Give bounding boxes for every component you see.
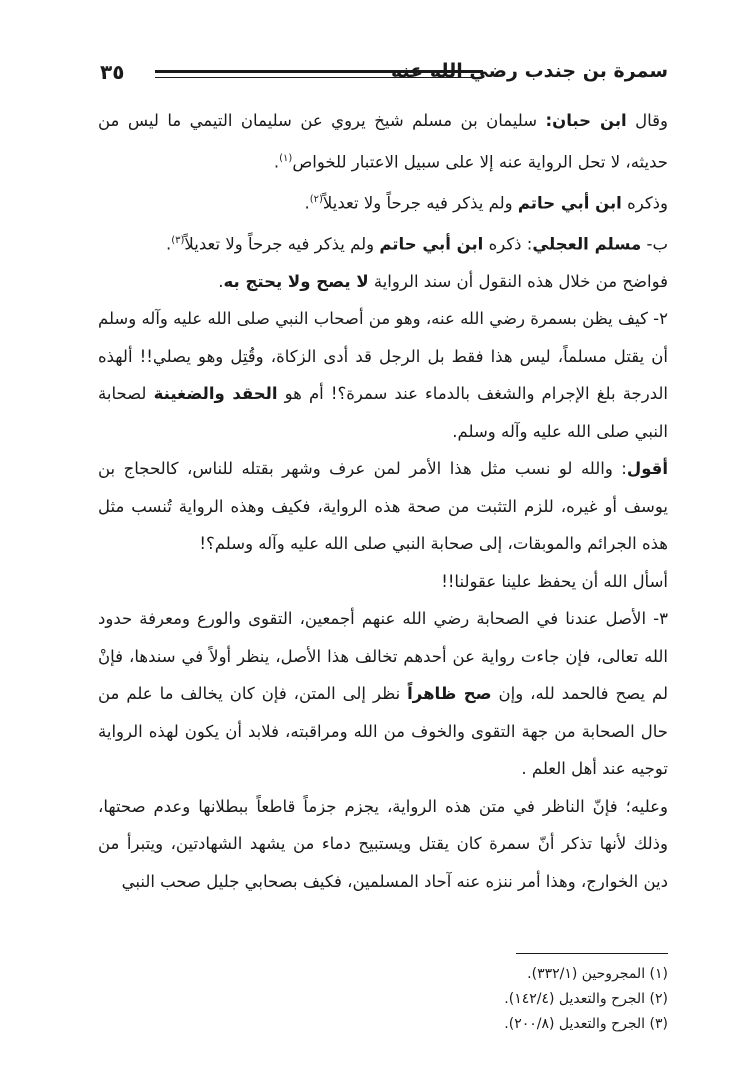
- text-segment: .: [273, 152, 280, 171]
- text-segment: : ذكره: [483, 234, 533, 253]
- page-header: [100, 58, 668, 98]
- footnote-ref: (١): [279, 152, 293, 164]
- running-title: سمرة بن جندب رضي الله عنه: [391, 60, 668, 82]
- text-segment: أسأل الله أن يحفظ علينا عقولنا!!: [441, 571, 668, 591]
- footnote-item: (١) المجروحين (٣٣٢/١).: [527, 966, 668, 982]
- bold-segment: مسلم العجلي: [532, 234, 642, 253]
- paragraph: [98, 600, 668, 788]
- footnote-ref: (٢): [309, 193, 323, 205]
- paragraph: [98, 300, 668, 450]
- paragraph: [98, 563, 668, 601]
- paragraph: [98, 181, 668, 222]
- bold-segment: أقول: [626, 459, 668, 478]
- paragraph: [98, 222, 668, 263]
- footnote-item: (٢) الجرح والتعديل (١٤٢/٤).: [504, 991, 668, 1007]
- paragraph: [98, 788, 668, 901]
- text-segment: وقال: [626, 111, 669, 130]
- text-segment: : والله لو نسب مثل هذا الأمر لمن عرف وشهر بقتله للناس، كالحجاج بن يوسف أو غيره، للزم التثبت من صحة هذه الرواية، فكيف وهذه الرواية تُنسب مثل هذه الجرائم والموبقات، إلى صحابة النبي صلى الله عليه وآله وسلم؟!: [98, 459, 668, 553]
- bold-segment: صح ظاهراً: [407, 684, 492, 703]
- bold-segment: ابن أبي حاتم: [379, 234, 484, 253]
- text-segment: .: [304, 193, 310, 212]
- paragraph: [98, 450, 668, 563]
- bold-segment: الحقد والضغينة: [153, 384, 278, 403]
- text-segment: ولم يذكر فيه جرحاً ولا تعديلاً: [322, 193, 518, 212]
- text-segment: ٢- كيف يظن بسمرة رضي الله عنه، وهو من أصحاب النبي صلى الله عليه وآله وسلم أن يقتل مسلماً، ليس هذا فقط بل الرجل قد أدى الزكاة، وقُتِل وهو يصلي!! ألهذه الدرجة بلغ الإجرام والشغف بالدماء عند سمرة؟! أم هو: [97, 309, 668, 403]
- bold-segment: ابن أبي حاتم: [517, 193, 622, 212]
- footnote-item: (٣) الجرح والتعديل (٢٠٠/٨).: [504, 1016, 668, 1032]
- bold-segment: ابن حبان:: [545, 111, 627, 130]
- footnote-ref: (٣): [171, 234, 185, 246]
- text-segment: .: [218, 271, 224, 291]
- text-segment: لصحابة النبي صلى الله عليه وآله وسلم.: [98, 384, 668, 441]
- text-segment: ٣- الأصل عندنا في الصحابة رضي الله عنهم أجمعين، التقوى والورع ومعرفة حدود الله تعالى، فإن جاءت رواية عن أحدهم تخالف هذا الأصل، ينظر أولاً في سندها، فإنْ لم يصح فالحمد لله، وإن: [98, 609, 668, 703]
- footnotes: [98, 962, 668, 1037]
- text-segment: وعليه؛ فإنّ الناظر في متن هذه الرواية، يجزم جزماً قاطعاً ببطلانها وعدم صحتها، وذلك لأنها تذكر أنّ سمرة كان يقتل ويستبيح دماء من يشهد الشهادتين، ويتبرأ من دين الخوارج، وهذا أمر ننزه عنه آحاد المسلمين، فكيف بصحابي جليل صحب النبي: [98, 796, 668, 891]
- bold-segment: لا يصح ولا يحتج به: [223, 271, 369, 291]
- header-rule: [155, 70, 483, 78]
- text-segment: وذكره: [621, 193, 668, 212]
- text-segment: نظر إلى المتن، فإن كان يخالف ما علم من حال الصحابة من جهة التقوى والخوف من الله ومراقبته، فلابد أن يكون لهذه الرواية توجيه عند أهل العلم .: [98, 684, 668, 778]
- text-segment: ب-: [641, 234, 668, 253]
- page-number: ٣٥: [100, 60, 125, 84]
- body-text: [98, 102, 668, 900]
- paragraph: [98, 102, 668, 181]
- text-segment: سليمان بن مسلم شيخ يروي عن سليمان التيمي ما ليس من حديثه، لا تحل الرواية عنه إلا على سبيل الاعتبار للخواص: [98, 111, 668, 171]
- text-segment: ولم يذكر فيه جرحاً ولا تعديلاً: [184, 234, 380, 253]
- text-segment: فواضح من خلال هذه النقول أن سند الرواية: [368, 271, 668, 291]
- paragraph: [98, 263, 668, 301]
- text-segment: .: [165, 234, 172, 253]
- footnote-divider: [516, 953, 668, 954]
